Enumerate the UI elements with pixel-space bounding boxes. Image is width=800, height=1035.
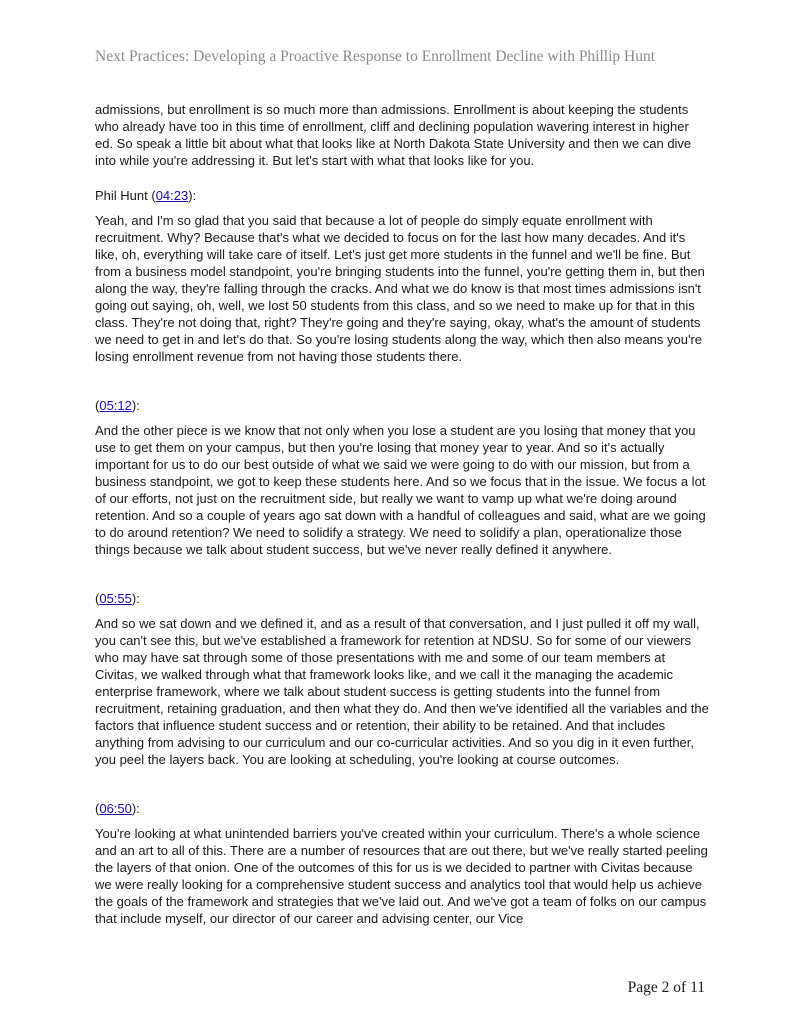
timestamp-link[interactable]: 05:55 xyxy=(99,591,132,606)
timestamp-link[interactable]: 04:23 xyxy=(155,188,189,203)
speaker-suffix: ): xyxy=(131,591,140,606)
transcript-paragraph: You're looking at what unintended barriers you've created within your curriculum. There's a whole science and an art to all of this. There are a number of resources that are out there, but we've really started peeling the layers of that onion. One of the outcomes of this for us is we decided to partner with Civitas because we were really looking for a comprehensive student success and analytics tool that would help us achieve the goals of the framework and strategies that we've laid out. And we've got a team of folks on our campus that include myself, our director of our career and advising center, our Vice xyxy=(95,826,708,926)
transcript-paragraph: admissions, but enrollment is so much more than admissions. Enrollment is about keeping the students who already have too in this time of enrollment, cliff and declining population wavering interest in higher ed. So speak a little bit about what that looks like at North Dakota State University and then we can dive into while you're addressing it. But let's start with what that looks like for you. xyxy=(95,102,692,168)
speaker-suffix: ): xyxy=(131,398,140,413)
transcript-body xyxy=(95,101,710,927)
transcript-paragraph: Yeah, and I'm so glad that you said that because a lot of people do simply equate enrollment with recruitment. Why? Because that's what we decided to focus on for the last how many decades. And it's like, oh, everything will take care of itself. Let's just get more students in the funnel and we'll be fine. But from a business model standpoint, you're bringing students into the funnel, you're getting them in, but then along the way, they're falling through the cracks. And what we do know is that most times admissions isn't going out saying, oh, well, we lost 50 students from this class, and so we need to make up for that in this class. They're not doing that, right? They're going and they're saying, okay, what's the amount of students we need to get in and let's do that. So you're losing students along the way, which then also means you're losing enrollment revenue from not having those students there. xyxy=(95,213,705,364)
speaker-name: ( xyxy=(95,398,100,413)
speaker-name: ( xyxy=(95,801,100,816)
speaker-line xyxy=(95,187,710,204)
speaker-suffix: ): xyxy=(131,801,140,816)
timestamp-link[interactable]: 06:50 xyxy=(99,801,132,816)
page-number: Page 2 of 11 xyxy=(627,979,705,996)
speaker-suffix: ): xyxy=(188,188,197,203)
transcript-paragraph: And the other piece is we know that not only when you lose a student are you losing that money that you use to get them on your campus, but then you're losing that money year to year. And so it's actually important for us to do our best outside of what we said we were going to do with our mission, but from a business standpoint, we got to keep these students here. And so we focus that in the issue. We focus a lot of our efforts, not just on the recruitment side, but really we want to vamp up what we're doing around retention. And so a couple of years ago sat down with a handful of colleagues and said, what are we going to do around retention? We need to solidify a strategy. We need to solidify a plan, operationalize those things because we talk about student success, but we've never really defined it anywhere. xyxy=(95,423,706,557)
document-header-title: Next Practices: Developing a Proactive Response to Enrollment Decline with Phillip Hunt xyxy=(95,48,656,65)
speaker-line xyxy=(95,590,710,607)
speaker-line xyxy=(95,800,710,817)
transcript-paragraph: And so we sat down and we defined it, and as a result of that conversation, and I just pulled it off my wall, you can't see this, but we've established a framework for retention at NDSU. So for some of our viewers who may have sat through some of those presentations with me and some of our team members at Civitas, we walked through what that framework looks like, and we call it the managing the academic enterprise framework, where we talk about student success is getting students into the funnel from recruitment, retaining graduation, and then what they do. And then we've identified all the variables and the factors that influence student success and or retention, their ability to be retained. And that includes anything from advising to our curriculum and our co-curricular activities. And so you dig in it even further, you peel the layers back. You are looking at scheduling, you're looking at course outcomes. xyxy=(95,616,709,767)
timestamp-link[interactable]: 05:12 xyxy=(99,398,132,413)
speaker-name: Phil Hunt ( xyxy=(95,188,156,203)
speaker-name: ( xyxy=(95,591,100,606)
speaker-line xyxy=(95,397,710,414)
